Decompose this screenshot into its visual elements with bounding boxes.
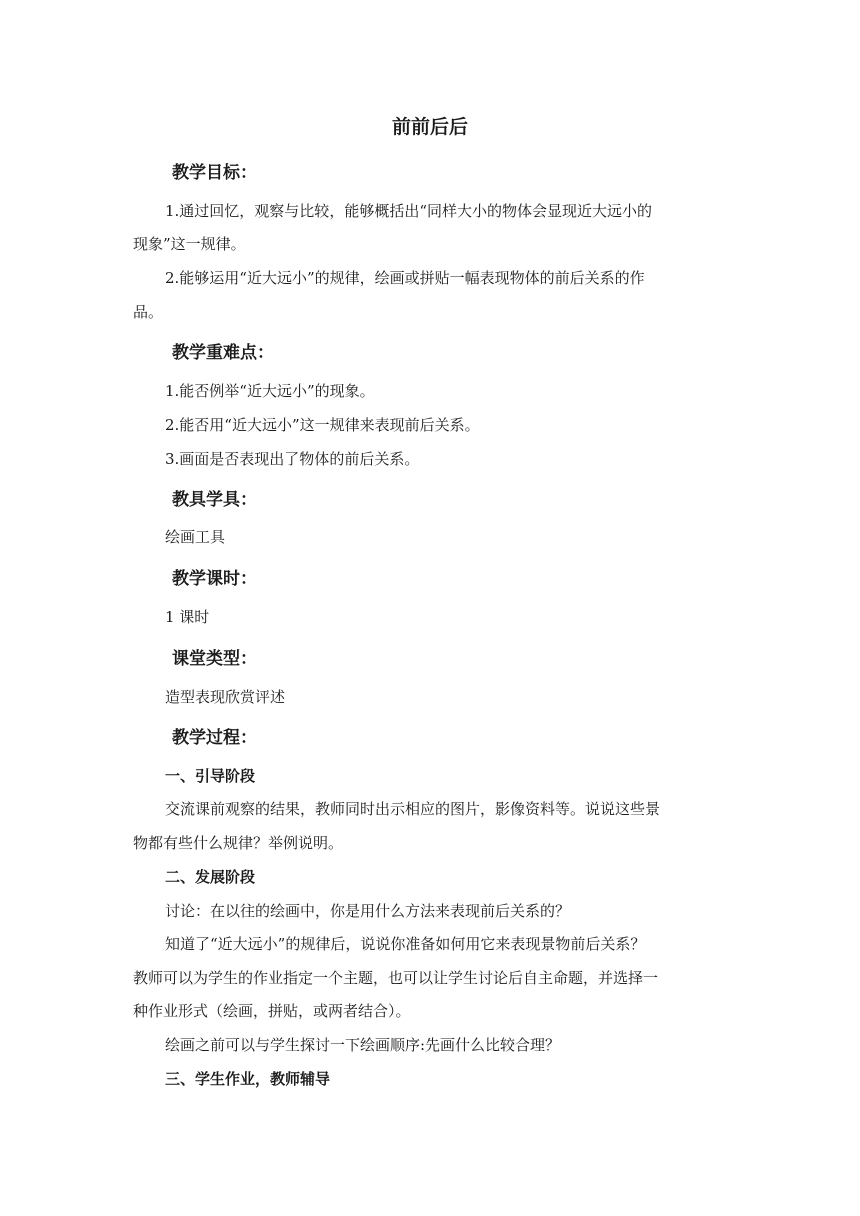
- stage-2-paragraph-2-line-1: 知道了“近大远小”的规律后，说说你准备如何用它来表现景物前后关系？: [165, 935, 646, 953]
- class-type-heading: 课堂类型：: [172, 649, 257, 669]
- tools-text: 绘画工具: [165, 528, 226, 546]
- hours-heading: 教学课时：: [172, 569, 257, 589]
- objective-item-1-line-2: 现象”这一规律。: [133, 235, 246, 253]
- stage-2-heading: 二、发展阶段: [165, 868, 256, 886]
- stage-2-paragraph-1: 讨论：在以往的绘画中，你是用什么方法来表现前后关系的？: [165, 902, 571, 920]
- key-point-item-1: 1.能否例举“近大远小”的现象。: [165, 382, 375, 400]
- objective-item-2-line-2: 品。: [133, 303, 164, 321]
- process-heading: 教学过程：: [172, 728, 257, 748]
- class-type-text: 造型表现欣赏评述: [165, 688, 286, 706]
- key-point-item-3: 3.画面是否表现出了物体的前后关系。: [165, 450, 420, 468]
- stage-3-heading: 三、学生作业，教师辅导: [165, 1070, 331, 1088]
- objectives-heading: 教学目标：: [172, 163, 257, 183]
- stage-2-paragraph-2-line-3: 种作业形式（绘画，拼贴，或两者结合）。: [133, 1002, 411, 1020]
- key-point-item-2: 2.能否用“近大远小”这一规律来表现前后关系。: [165, 416, 480, 434]
- objective-item-2-line-1: 2.能够运用“近大远小”的规律，绘画或拼贴一幅表现物体的前后关系的作: [165, 269, 645, 287]
- stage-1-heading: 一、引导阶段: [165, 767, 256, 785]
- key-points-heading: 教学重难点：: [172, 343, 274, 363]
- hours-text: 1 课时: [165, 608, 210, 626]
- document-title: 前前后后: [391, 116, 468, 138]
- stage-2-paragraph-2-line-2: 教师可以为学生的作业指定一个主题，也可以让学生讨论后自主命题，并选择一: [133, 969, 659, 987]
- stage-2-paragraph-3: 绘画之前可以与学生探讨一下绘画顺序:先画什么比较合理？: [165, 1036, 561, 1054]
- stage-1-line-2: 物都有些什么规律？举例说明。: [133, 834, 344, 852]
- tools-heading: 教具学具：: [172, 490, 257, 510]
- objective-item-1-line-1: 1.通过回忆，观察与比较，能够概括出“同样大小的物体会显现近大远小的: [165, 202, 652, 220]
- stage-1-line-1: 交流课前观察的结果，教师同时出示相应的图片，影像资料等。说说这些景: [165, 800, 661, 818]
